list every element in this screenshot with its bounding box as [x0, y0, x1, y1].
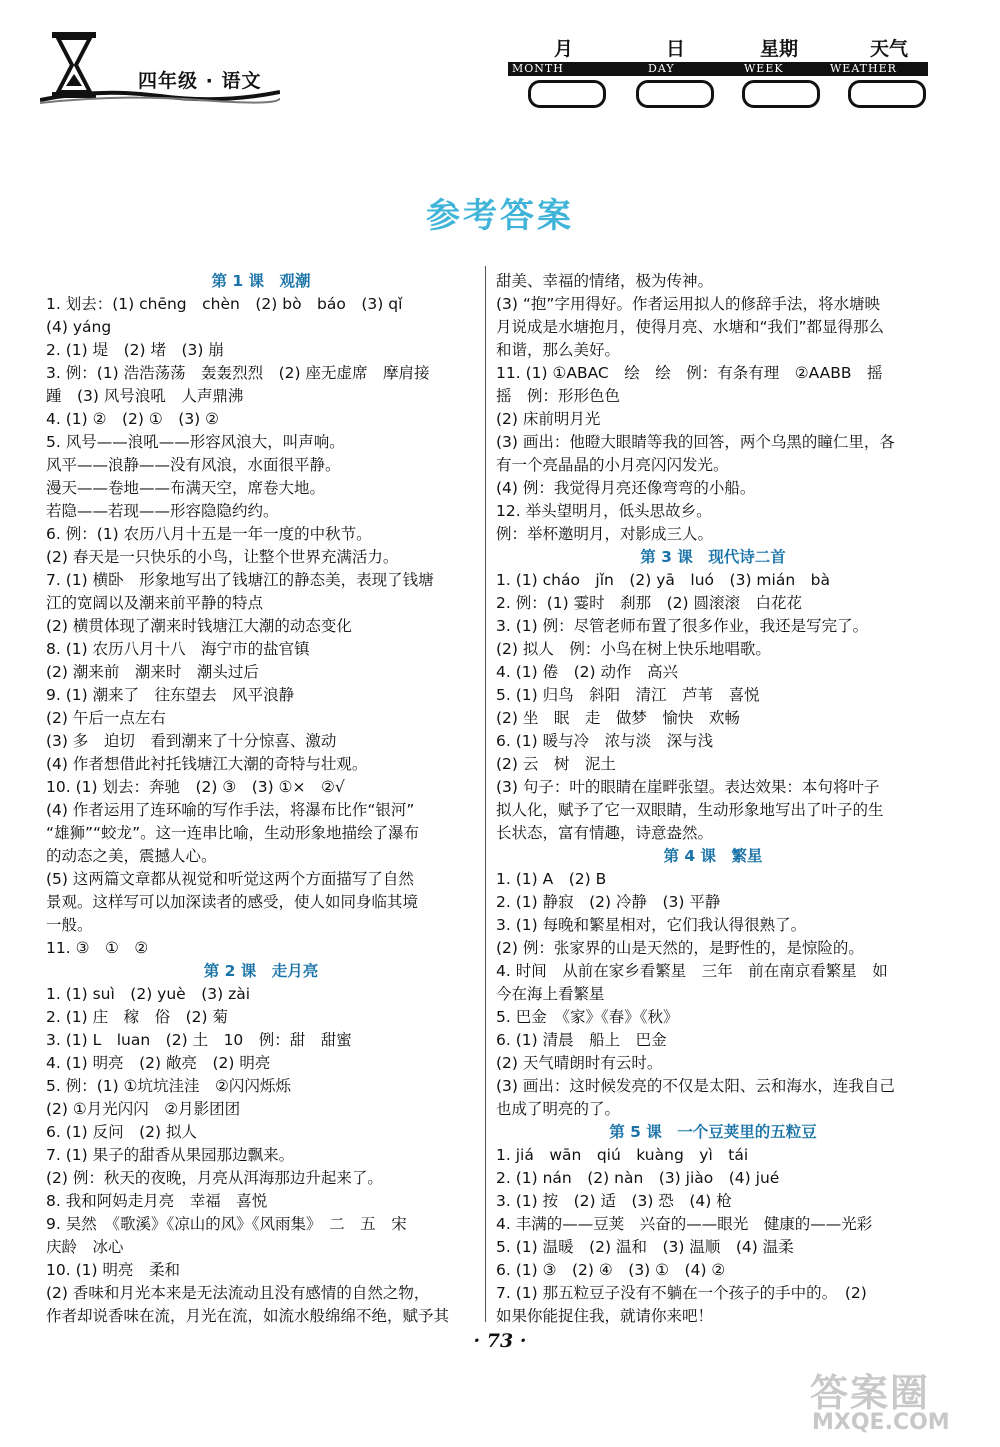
- column-divider: [485, 266, 486, 1322]
- answer-line: 9. (1) 潮来了 往东望去 风平浪静: [46, 686, 295, 704]
- answer-line: 5. 例：(1) ①坑坑洼洼 ②闪闪烁烁: [46, 1077, 291, 1095]
- right-answer-column: [496, 270, 930, 1328]
- month-box: [528, 80, 606, 108]
- answer-line: (4) 作者想借此衬托钱塘江大潮的奇特与壮观。: [46, 755, 368, 773]
- weather-en-label: WEATHER: [830, 62, 897, 75]
- answer-line: 江的宽阔以及潮来前平静的特点: [46, 594, 264, 612]
- answer-line: (5) 这两篇文章都从视觉和听觉这两个方面描写了自然: [46, 870, 414, 888]
- week-en-label: WEEK: [744, 62, 784, 75]
- answer-line: 作者却说香味在流，月光在流，如流水般绵绵不绝，赋予其: [46, 1307, 450, 1325]
- answer-line: 2. (1) 堤 (2) 堵 (3) 崩: [46, 341, 224, 359]
- answer-line: 11. ③ ① ②: [46, 939, 149, 957]
- answer-line: (2) 香味和月光本来是无法流动且没有感情的自然之物，: [46, 1284, 430, 1302]
- answer-line: 庆龄 冰心: [46, 1238, 124, 1256]
- answer-line: 6. (1) 暖与冷 浓与淡 深与浅: [496, 732, 714, 750]
- answer-line: 5. (1) 温暖 (2) 温和 (3) 温顺 (4) 温柔: [496, 1238, 794, 1256]
- answer-line: (4) yáng: [46, 318, 112, 336]
- answer-line: (4) 例：我觉得月亮还像弯弯的小船。: [496, 479, 756, 497]
- answer-line: 的动态之美，震撼人心。: [46, 847, 217, 865]
- answer-line: 月说成是水塘抱月，使得月亮、水塘和“我们”都显得那么: [496, 318, 885, 336]
- answer-line: 3. 例：(1) 浩浩荡荡 轰轰烈烈 (2) 座无虚席 摩肩接: [46, 364, 430, 382]
- weather-label: 天气: [870, 38, 909, 60]
- day-en-label: DAY: [648, 62, 675, 75]
- answer-line: 1. (1) A (2) B: [496, 870, 607, 888]
- answer-line: (2) 例：秋天的夜晚，月亮从洱海那边升起来了。: [46, 1169, 383, 1187]
- answer-line: 8. (1) 农历八月十八 海宁市的盐官镇: [46, 640, 310, 658]
- answer-line: (2) 例：张家界的山是天然的，是野性的，是惊险的。: [496, 939, 864, 957]
- answer-line: 3. (1) 每晚和繁星相对，它们我认得很熟了。: [496, 916, 807, 934]
- month-label: 月: [554, 38, 574, 60]
- lesson-heading: 第 4 课 繁星: [663, 847, 763, 865]
- answer-line: 7. (1) 那五粒豆子没有不躺在一个孩子的手中的。 (2): [496, 1284, 867, 1302]
- answer-line: 10. (1) 划去：奔驰 (2) ③ (3) ①× ②√: [46, 778, 345, 796]
- answer-line: 2. (1) nán (2) nàn (3) jiào (4) jué: [496, 1169, 780, 1187]
- answer-line: 6. (1) 清晨 船上 巴金: [496, 1031, 667, 1049]
- left-answer-column: [46, 270, 476, 1328]
- answer-line: 长状态，富有情趣，诗意盎然。: [496, 824, 714, 842]
- answer-line: (3) 多 迫切 看到潮来了十分惊喜、激动: [46, 732, 337, 750]
- answer-line: 1. 划去：(1) chēng chèn (2) bò báo (3) qǐ: [46, 295, 403, 313]
- answer-line: (3) “抱”字用得好。作者运用拟人的修辞手法，将水塘映: [496, 295, 880, 313]
- answer-line: (3) 句子：叶的眼睛在崖畔张望。表达效果：本句将叶子: [496, 778, 880, 796]
- answer-line: 8. 我和阿妈走月亮 幸福 喜悦: [46, 1192, 268, 1210]
- answer-line: 7. (1) 横卧 形象地写出了钱塘江的静态美，表现了钱塘: [46, 571, 434, 589]
- answer-line: 1. (1) cháo jǐn (2) yā luó (3) mián bà: [496, 571, 830, 589]
- day-label: 日: [666, 38, 686, 60]
- lesson-heading: 第 2 课 走月亮: [203, 962, 319, 980]
- answer-line: 也成了明亮的了。: [496, 1100, 621, 1118]
- answer-line: 4. 时间 从前在家乡看繁星 三年 前在南京看繁星 如: [496, 962, 888, 980]
- date-block: [508, 34, 928, 114]
- lesson-heading: 第 3 课 现代诗二首: [640, 548, 786, 566]
- weather-box: [848, 80, 926, 108]
- answer-line: 有一个亮晶晶的小月亮闪闪发光。: [496, 456, 729, 474]
- answer-line: 4. (1) 倦 (2) 动作 高兴: [496, 663, 678, 681]
- answer-line: 拟人化，赋予了它一双眼睛，生动形象地写出了叶子的生: [496, 801, 884, 819]
- answer-line: 风平——浪静——没有风浪，水面很平静。: [46, 456, 341, 474]
- answer-line: 例：举杯邀明月，对影成三人。: [496, 525, 714, 543]
- answer-line: 3. (1) L luan (2) 土 10 例：甜 甜蜜: [46, 1031, 352, 1049]
- answer-line: 漫天——卷地——布满天空，席卷大地。: [46, 479, 326, 497]
- answer-line: 5. (1) 归鸟 斜阳 清江 芦苇 喜悦: [496, 686, 760, 704]
- answer-line: 4. 丰满的——豆荚 兴奋的——眼光 健康的——光彩: [496, 1215, 873, 1233]
- answer-line: (3) 画出：这时候发亮的不仅是太阳、云和海水，连我自己: [496, 1077, 895, 1095]
- answer-line: “雄狮”“蛟龙”。这一连串比喻，生动形象地描绘了瀑布: [46, 824, 420, 842]
- answer-line: 3. (1) 按 (2) 适 (3) 恐 (4) 枪: [496, 1192, 732, 1210]
- lesson-heading: 第 5 课 一个豆荚里的五粒豆: [609, 1123, 817, 1141]
- answer-line: 6. 例：(1) 农历八月十五是一年一度的中秋节。: [46, 525, 372, 543]
- page-header: [0, 0, 1000, 130]
- answer-line: (2) 午后一点左右: [46, 709, 166, 727]
- answer-line: 4. (1) 明亮 (2) 敞亮 (2) 明亮: [46, 1054, 271, 1072]
- answer-line: 和谐，那么美好。: [496, 341, 621, 359]
- answer-line: 1. jiá wān qiú kuàng yì tái: [496, 1146, 749, 1164]
- answer-line: (2) 坐 眠 走 做梦 愉快 欢畅: [496, 709, 740, 727]
- date-english-bar: [508, 62, 928, 76]
- answer-line: (2) 天气晴朗时有云时。: [496, 1054, 663, 1072]
- answer-line: 摇 例：形形色色: [496, 387, 621, 405]
- answer-line: 2. 例：(1) 霎时 刹那 (2) 圆滚滚 白花花: [496, 594, 802, 612]
- answer-line: (2) 拟人 例：小鸟在树上快乐地唱歌。: [496, 640, 771, 658]
- answer-line: (2) 床前明月光: [496, 410, 601, 428]
- answer-line: (2) 横贯体现了潮来时钱塘江大潮的动态变化: [46, 617, 352, 635]
- answer-line: (2) 潮来前 潮来时 潮头过后: [46, 663, 259, 681]
- watermark-text: 答案圈: [810, 1371, 931, 1415]
- answer-line: 一般。: [46, 916, 93, 934]
- answer-line: 2. (1) 静寂 (2) 冷静 (3) 平静: [496, 893, 721, 911]
- answer-line: 4. (1) ② (2) ① (3) ②: [46, 410, 220, 428]
- answer-line: (2) 春天是一只快乐的小鸟，让整个世界充满活力。: [46, 548, 399, 566]
- page-title: 参考答案: [426, 196, 574, 236]
- answer-line: 6. (1) 反问 (2) 拟人: [46, 1123, 197, 1141]
- answer-line: 如果你能捉住我，就请你来吧！: [496, 1307, 714, 1325]
- day-box: [636, 80, 714, 108]
- answer-line: 12. 举头望明月，低头思故乡。: [496, 502, 712, 520]
- answer-line: 2. (1) 庄 稼 俗 (2) 菊: [46, 1008, 228, 1026]
- answer-line: (4) 作者运用了连环喻的写作手法，将瀑布比作“银河”: [46, 801, 415, 819]
- answer-line: 9. 吴然 《歌溪》《凉山的风》《风雨集》 二 五 宋: [46, 1215, 407, 1233]
- watermark-logo: [806, 1362, 976, 1442]
- answer-line: 1. (1) suì (2) yuè (3) zài: [46, 985, 251, 1003]
- answer-line: 5. 巴金 《家》《春》《秋》: [496, 1008, 679, 1026]
- grade-subject-label: 四年级 · 语文: [138, 70, 262, 92]
- page-number: · 73 ·: [473, 1330, 527, 1352]
- answer-line: (2) 云 树 泥土: [496, 755, 616, 773]
- answer-line: 5. 风号——浪吼——形容风浪大，叫声响。: [46, 433, 345, 451]
- answer-line: 3. (1) 例：尽管老师布置了很多作业，我还是写完了。: [496, 617, 869, 635]
- answer-line: (2) ①月光闪闪 ②月影团团: [46, 1100, 241, 1118]
- answer-line: 今在海上看繁星: [496, 985, 605, 1003]
- lesson-heading: 第 1 课 观潮: [211, 272, 311, 290]
- answer-line: 甜美、幸福的情绪，极为传神。: [496, 272, 714, 290]
- answer-line: 11. (1) ①ABAC 绘 绘 例：有条有理 ②AABB 摇: [496, 364, 883, 382]
- watermark-url: MXQE.COM: [812, 1410, 950, 1435]
- answer-line: 10. (1) 明亮 柔和: [46, 1261, 180, 1279]
- answer-line: 景观。这样写可以加深读者的感受，使人如同身临其境: [46, 893, 419, 911]
- answer-line: 若隐——若现——形容隐隐约约。: [46, 502, 279, 520]
- answer-line: 7. (1) 果子的甜香从果园那边飘来。: [46, 1146, 295, 1164]
- answer-line: 踵 (3) 风号浪吼 人声鼎沸: [46, 387, 244, 405]
- answer-line: 6. (1) ③ (2) ④ (3) ① (4) ②: [496, 1261, 726, 1279]
- answer-line: (3) 画出：他瞪大眼睛等我的回答，两个乌黑的瞳仁里，各: [496, 433, 895, 451]
- week-label: 星期: [760, 38, 799, 60]
- month-en-label: MONTH: [512, 62, 564, 75]
- week-box: [742, 80, 820, 108]
